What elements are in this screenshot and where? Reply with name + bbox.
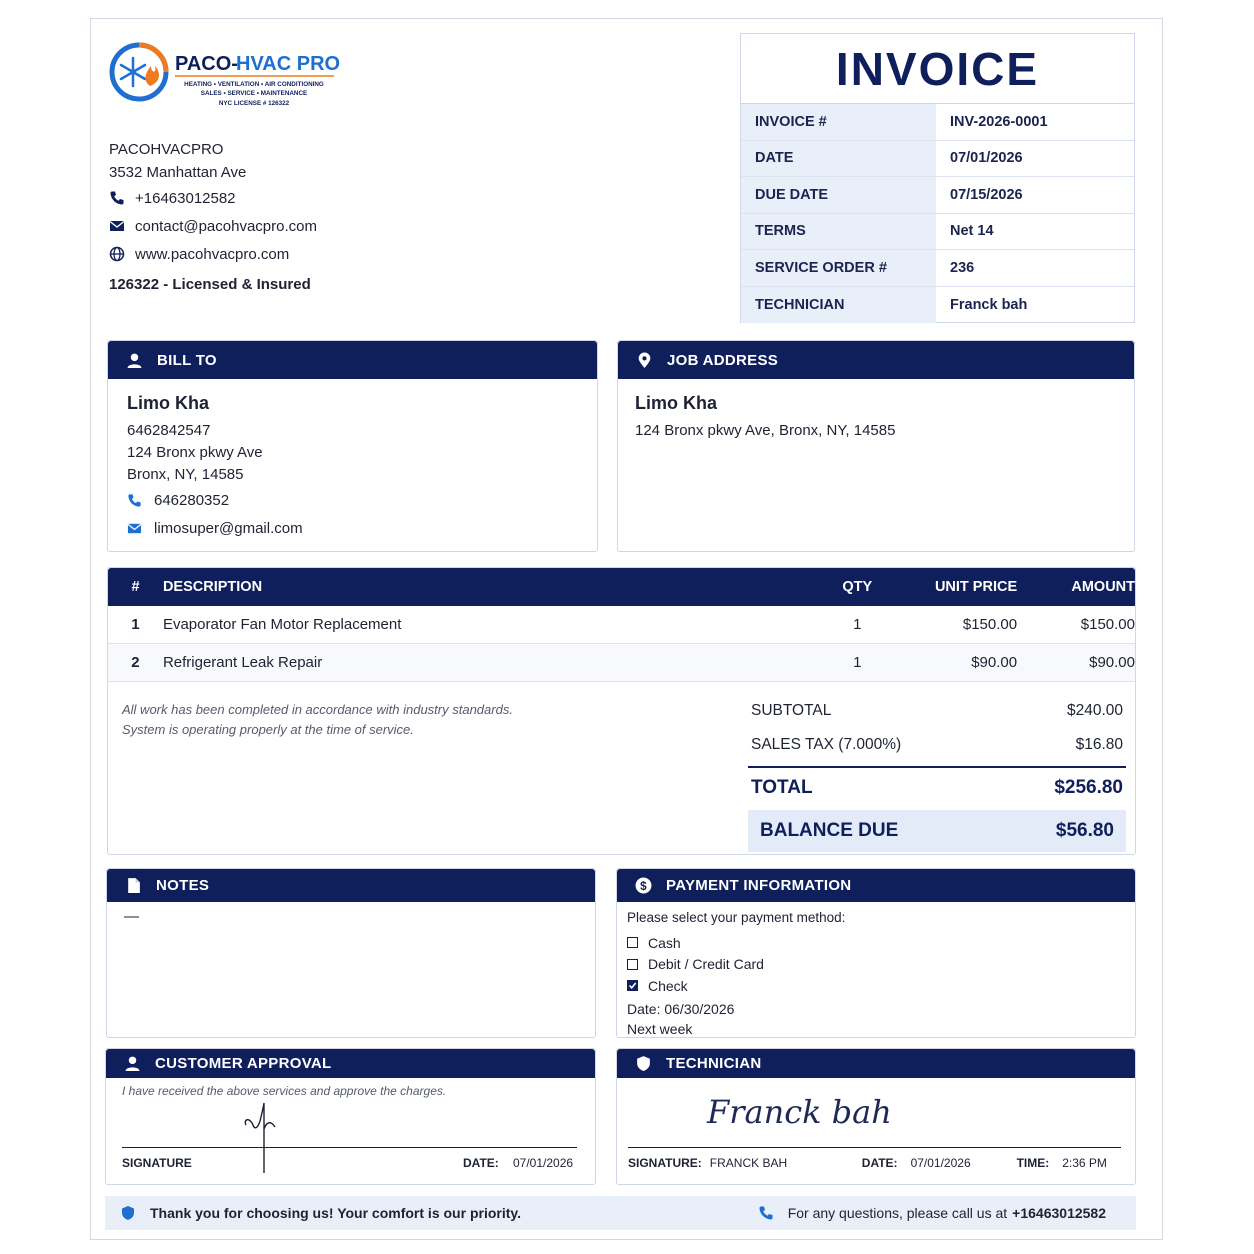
user-icon [126, 352, 143, 369]
dollar-icon [635, 877, 652, 894]
footer-bar [105, 1196, 1136, 1230]
approval-date: 07/01/2026 [513, 1156, 574, 1170]
invoice-row-label: DUE DATE [741, 177, 936, 213]
bill-to-name: Limo Kha [127, 393, 210, 413]
invoice-row-label: SERVICE ORDER # [741, 250, 936, 286]
notes-content: — [124, 908, 139, 925]
job-address-name: Limo Kha [635, 393, 718, 413]
invoice-details [740, 33, 1135, 323]
company-email-line [109, 212, 317, 240]
totals-block [748, 694, 1126, 852]
logo-tagline-2: SALES • SERVICE • MAINTENANCE [200, 90, 308, 97]
checkbox[interactable] [627, 959, 638, 970]
technician-heading: TECHNICIAN [666, 1055, 762, 1072]
company-name: PACOHVACPRO [109, 141, 224, 158]
bill-to-account: 6462842547 [127, 422, 211, 439]
item-unit-price: $90.00 [971, 654, 1018, 671]
logo-tagline-1: HEATING • VENTILATION • AIR CONDITIONING [184, 81, 324, 88]
job-address-panel [617, 340, 1135, 552]
footer-questions [758, 1205, 1106, 1221]
invoice-row [741, 287, 1134, 324]
invoice-row-value: INV-2026-0001 [950, 113, 1048, 130]
customer-approval-panel [105, 1048, 596, 1185]
balance-value: $56.80 [1055, 820, 1114, 841]
payment-option-label: Check [648, 977, 688, 994]
item-amount: $150.00 [1080, 616, 1135, 633]
customer-approval-heading: CUSTOMER APPROVAL [155, 1055, 332, 1072]
bill-to-email[interactable]: limosuper@gmail.com [154, 519, 303, 537]
approval-signature-label: SIGNATURE [122, 1156, 192, 1170]
invoice-row [741, 104, 1134, 141]
user-icon [124, 1055, 141, 1072]
bill-to-address2: Bronx, NY, 14585 [127, 466, 244, 483]
tech-signature-label: SIGNATURE: [628, 1156, 702, 1170]
payment-option-label: Cash [648, 934, 681, 951]
job-address-line: 124 Bronx pkwy Ave, Bronx, NY, 14585 [635, 422, 896, 439]
total-row [748, 766, 1126, 808]
globe-icon [109, 246, 125, 262]
customer-signature [241, 1099, 291, 1175]
document-icon [125, 877, 142, 894]
item-qty: 1 [853, 654, 862, 671]
line-items-table [107, 567, 1136, 855]
notes-header [107, 869, 595, 902]
col-qty: QTY [842, 579, 873, 595]
tax-row [748, 728, 1126, 762]
logo-license: NYC LICENSE # 126322 [218, 100, 290, 107]
payment-header [617, 869, 1135, 902]
item-num: 2 [131, 654, 140, 671]
payment-panel [616, 868, 1136, 1038]
customer-approval-header [106, 1049, 595, 1078]
logo-name-part1: PACO- [175, 53, 238, 75]
notes-panel [106, 868, 596, 1038]
company-website-line [109, 240, 317, 268]
item-unit-price: $150.00 [962, 616, 1018, 633]
payment-prompt: Please select your payment method: [627, 910, 846, 925]
company-phone-line [109, 184, 317, 212]
shield-icon [120, 1205, 136, 1221]
company-website[interactable]: www.pacohvacpro.com [135, 245, 290, 263]
checkmark-icon [628, 981, 637, 990]
balance-due-row [748, 810, 1126, 852]
phone-icon [758, 1205, 774, 1221]
tech-signature-name: FRANCK BAH [709, 1156, 788, 1170]
tax-label: SALES TAX (7.000%) [751, 736, 902, 753]
job-address-heading: JOB ADDRESS [667, 351, 779, 369]
footer-questions-text: For any questions, please call us at [787, 1205, 1008, 1221]
balance-label: BALANCE DUE [760, 820, 899, 841]
invoice-row [741, 214, 1134, 251]
footer-thanks-text: Thank you for choosing us! Your comfort is our priority. [150, 1205, 522, 1221]
payment-option-check[interactable] [627, 975, 1125, 997]
invoice-row-value: 07/15/2026 [950, 186, 1023, 203]
bill-to-header [108, 341, 597, 379]
col-unit-price: UNIT PRICE [934, 579, 1018, 595]
payment-option-label: Debit / Credit Card [648, 956, 764, 973]
company-phone[interactable]: +16463012582 [135, 189, 236, 207]
company-email[interactable]: contact@pacohvacpro.com [135, 217, 317, 235]
invoice-row-value: 07/01/2026 [950, 150, 1023, 167]
col-num: # [131, 579, 140, 595]
subtotal-label: SUBTOTAL [751, 702, 832, 719]
invoice-row-label: TERMS [741, 214, 936, 250]
technician-signature: Franck bah [707, 1093, 892, 1131]
signature-line [122, 1147, 577, 1148]
tech-date: 07/01/2026 [910, 1156, 971, 1170]
approval-date-label: DATE: [463, 1156, 499, 1170]
bill-to-panel [107, 340, 598, 552]
item-description: Refrigerant Leak Repair [162, 654, 323, 671]
bill-to-phone[interactable]: 646280352 [154, 491, 230, 509]
tech-date-label: DATE: [861, 1156, 898, 1170]
footer-phone[interactable]: +16463012582 [1012, 1205, 1106, 1221]
phone-icon [127, 493, 142, 508]
payment-note: Next week [627, 1020, 693, 1037]
payment-option-card[interactable] [627, 954, 1125, 976]
envelope-icon [109, 218, 125, 234]
total-value: $256.80 [1054, 777, 1123, 798]
logo-name-part2: HVAC PRO [236, 53, 341, 75]
work-disclaimer [122, 700, 513, 740]
col-description: DESCRIPTION [162, 579, 263, 595]
tax-value: $16.80 [1075, 736, 1123, 753]
tech-time-label: TIME: [1016, 1156, 1050, 1170]
signature-line [628, 1147, 1121, 1148]
line-items-header [108, 568, 1135, 606]
table-row [108, 644, 1135, 682]
table-row [108, 606, 1135, 644]
company-address: 3532 Manhattan Ave [109, 164, 247, 181]
item-description: Evaporator Fan Motor Replacement [162, 616, 402, 633]
job-address-header [618, 341, 1134, 379]
checkbox-checked[interactable] [627, 980, 638, 991]
svg-text:$: $ [640, 879, 647, 893]
payment-option-cash[interactable] [627, 932, 1125, 954]
phone-icon [109, 190, 125, 206]
item-qty: 1 [853, 616, 862, 633]
notes-heading: NOTES [156, 877, 210, 894]
technician-signature-row [628, 1156, 1124, 1170]
bill-to-email-line [127, 514, 578, 542]
bill-to-address1: 124 Bronx pkwy Ave [127, 444, 263, 461]
approval-statement: I have received the above services and approve the charges. [122, 1084, 447, 1098]
item-amount: $90.00 [1089, 654, 1135, 671]
envelope-icon [127, 521, 142, 536]
technician-panel [616, 1048, 1136, 1185]
invoice-row-label: TECHNICIAN [741, 287, 936, 324]
invoice-title: INVOICE [741, 34, 1134, 104]
invoice-row [741, 250, 1134, 287]
total-label: TOTAL [751, 777, 813, 798]
invoice-row-label: INVOICE # [741, 104, 936, 140]
bill-to-phone-line [127, 486, 578, 514]
company-logo [108, 36, 348, 110]
license-line: 126322 - Licensed & Insured [109, 276, 311, 293]
company-info [109, 138, 317, 268]
col-amount: AMOUNT [1071, 579, 1135, 595]
subtotal-row [748, 694, 1126, 728]
bill-to-heading: BILL TO [157, 351, 217, 369]
payment-heading: PAYMENT INFORMATION [666, 877, 852, 894]
invoice-row [741, 177, 1134, 214]
payment-date: Date: 06/30/2026 [627, 1000, 735, 1017]
disclaimer-line-2: System is operating properly at the time of service. [122, 722, 414, 737]
tech-time: 2:36 PM [1062, 1156, 1107, 1170]
invoice-row-value: Franck bah [950, 296, 1028, 313]
item-num: 1 [131, 616, 140, 633]
map-pin-icon [636, 352, 653, 369]
invoice-row-value: 236 [950, 259, 975, 276]
invoice-row-value: Net 14 [950, 223, 994, 240]
invoice-row [741, 141, 1134, 178]
checkbox[interactable] [627, 937, 638, 948]
invoice-row-label: DATE [741, 141, 936, 177]
technician-header [617, 1049, 1135, 1078]
disclaimer-line-1: All work has been completed in accordance with industry standards. [122, 702, 513, 717]
subtotal-value: $240.00 [1066, 702, 1123, 719]
footer-thanks [120, 1205, 521, 1221]
shield-icon [635, 1055, 652, 1072]
